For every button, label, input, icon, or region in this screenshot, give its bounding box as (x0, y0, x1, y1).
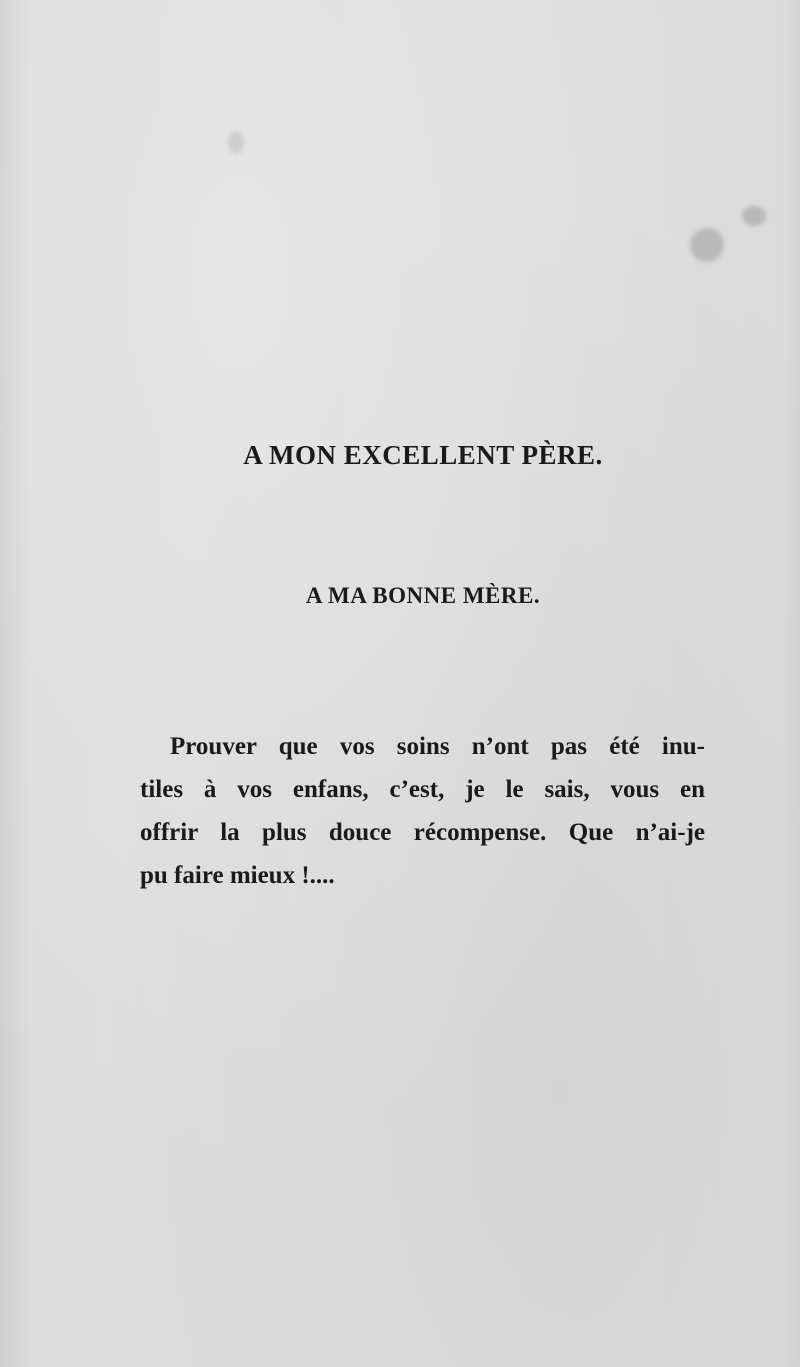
paragraph-line: Prouver que vos soins n’ont pas été inu- (170, 733, 705, 760)
dedication-father-heading: A MON EXCELLENT PÈRE. (243, 440, 603, 470)
dedication-paragraph (140, 725, 705, 897)
foxing-spot (228, 132, 244, 154)
dedication-mother-heading: A MA BONNE MÈRE. (305, 583, 541, 608)
paragraph-line: tiles à vos enfans, c’est, je le sais, vous en (140, 776, 705, 803)
foxing-spot (690, 228, 724, 262)
paragraph-line: offrir la plus douce récompense. Que n’ai-je (140, 819, 705, 846)
foxing-spot (742, 206, 766, 226)
paragraph-line: pu faire mieux !.... (140, 862, 335, 889)
